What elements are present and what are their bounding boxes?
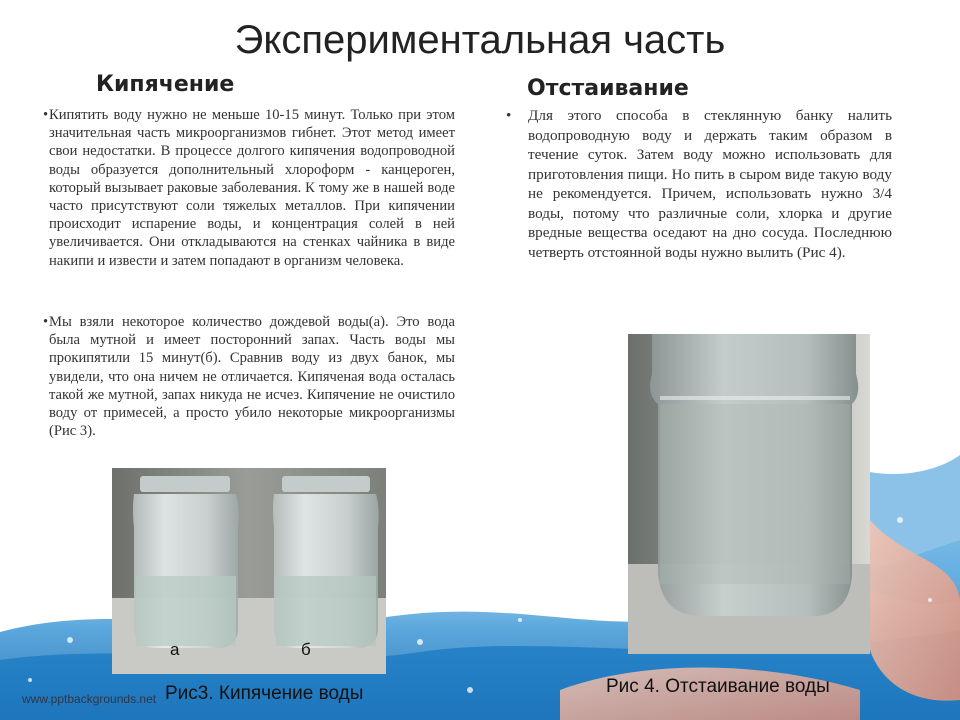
figure-settling-photo <box>628 334 870 654</box>
heading-boiling: Кипячение <box>96 72 235 97</box>
two-jars-image <box>112 468 386 674</box>
jar-label-b: б <box>301 640 311 659</box>
bullet-settling-1 <box>506 106 892 262</box>
figure-4-caption: Рис 4. Отстаивание воды <box>606 676 830 697</box>
bullet-dot: • <box>43 107 49 123</box>
bullet-text: Кипятить воду нужно не меньше 10-15 минут. Только при этом значительная часть микроорганизмов гибнет. Этот метод имеет свои недостатки. В процессе долгого кипячения водопроводной воды образуется дополнительный хлороформ - канцероген, который вызывает раковые заболевания. К тому же в нашей воде часто присутствуют соли тяжелых металлов. При кипячении происходит испарение воды, и концентрация солей в ней увеличивается. Они откладываются на стенках чайника в виде накипи и извести и затем попадают в организм человека. <box>49 107 455 269</box>
jar-label-a: а <box>170 640 180 659</box>
figure-boiling-photo <box>112 468 386 674</box>
bullet-boiling-2 <box>43 313 455 440</box>
bullet-text: Для этого способа в стеклянную банку налить водопроводную воду и держать таким образом в течение суток. Затем воду можно использовать для приготовления пищи. Но пить в сыром виде такую воду не рекомендуется. Причем, использовать нужно 3/4 воды, потому что различные соли, хлорка и другие вредные вещества оседают на дно сосуда. Последнюю четверть отстоянной воды нужно вылить (Рис 4). <box>528 107 892 261</box>
slide-title: Экспериментальная часть <box>234 18 726 62</box>
bullet-dot: • <box>506 107 512 124</box>
bullet-text: Мы взяли некоторое количество дождевой воды(а). Это вода была мутной и имеет посторонний запах. Часть воды мы прокипятили 15 минут(б). Сравнив воду из двух банок, мы увидели, что она ничем не отличается. Кипяченая вода осталась такой же мутной, запах никуда не исчез. Кипячение не очистило воду от примесей, а просто убило некоторые микроорганизмы (Рис 3). <box>49 314 455 440</box>
watermark: www.pptbackgrounds.net <box>22 692 157 706</box>
single-jar-image <box>628 334 870 654</box>
heading-settling: Отстаивание <box>527 76 689 101</box>
bullet-boiling-1 <box>43 106 455 270</box>
bullet-dot: • <box>43 314 49 330</box>
figure-3-caption: Рис3. Кипячение воды <box>165 683 364 704</box>
